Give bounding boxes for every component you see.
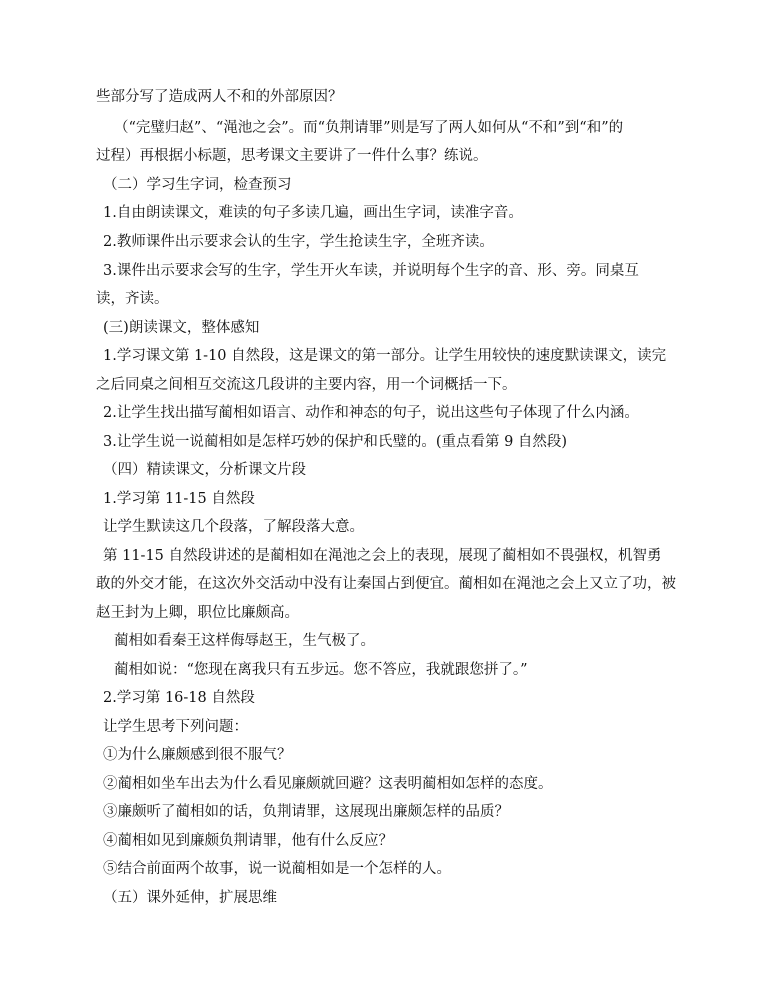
section-heading-5: （五）课外延伸，扩展思维 (103, 890, 277, 906)
question-1: ①为什么廉颇感到很不服气？ (103, 747, 292, 763)
text-line-17: 第 11-15 自然段讲述的是蔺相如在渑池之会上的表现，展现了蔺相如不畏强权，机智勇 (103, 548, 662, 564)
text-line-16: 让学生默读这几个段落，了解段落大意。 (103, 519, 364, 535)
text-line-15: 1.学习第 11-15 自然段 (103, 491, 255, 507)
question-5: ⑤结合前面两个故事，说一说蔺相如是一个怎样的人。 (103, 861, 451, 877)
text-line-8: 读，齐读。 (96, 291, 169, 307)
text-line-7: 3.课件出示要求会写的生字，学生开火车读，并说明每个生字的音、形、旁。同桌互 (103, 263, 639, 279)
text-line-19: 赵王封为上卿，职位比廉颇高。 (96, 605, 299, 621)
text-line-18: 敢的外交才能，在这次外交活动中没有让秦国占到便宜。蔺相如在渑池之会上又立了功，被 (96, 576, 676, 592)
text-line-20: 蔺相如看秦王这样侮辱赵王，生气极了。 (114, 633, 375, 649)
question-3: ③廉颇听了蔺相如的话，负荆请罪，这展现出廉颇怎样的品质？ (103, 804, 509, 820)
section-heading-3: (三)朗读课文，整体感知 (103, 320, 260, 336)
text-line-6: 2.教师课件出示要求会认的生字，学生抢读生字，全班齐读。 (103, 234, 494, 250)
text-line-13: 3.让学生说一说蔺相如是怎样巧妙的保护和氏璧的。(重点看第 9 自然段) (103, 434, 568, 450)
text-line-12: 2.让学生找出描写蔺相如语言、动作和神态的句子，说出这些句子体现了什么内涵。 (103, 405, 639, 421)
text-line-2: （“完璧归赵”、“渑池之会”。而“负荆请罪”则是写了两人如何从“不和”到“和”的 (114, 120, 624, 136)
text-line-22: 2.学习第 16-18 自然段 (103, 690, 255, 706)
section-heading-4: （四）精读课文，分析课文片段 (103, 462, 306, 478)
text-line-3: 过程）再根据小标题，思考课文主要讲了一件什么事？练说。 (96, 148, 488, 164)
section-heading-2: （二）学习生字词，检查预习 (103, 177, 292, 193)
text-line-11: 之后同桌之间相互交流这几段讲的主要内容，用一个词概括一下。 (96, 377, 517, 393)
text-line-10: 1.学习课文第 1-10 自然段，这是课文的第一部分。让学生用较快的速度默读课文，读完 (103, 348, 667, 364)
question-4: ④蔺相如见到廉颇负荆请罪，他有什么反应？ (103, 833, 393, 849)
text-line-1: 些部分写了造成两人不和的外部原因？ (96, 89, 343, 105)
question-2: ②蔺相如坐车出去为什么看见廉颇就回避？这表明蔺相如怎样的态度。 (103, 776, 553, 792)
text-line-5: 1.自由朗读课文，难读的句子多读几遍，画出生字词，读准字音。 (103, 205, 523, 221)
text-line-21: 蔺相如说：“您现在离我只有五步远。您不答应，我就跟您拼了。” (114, 662, 528, 678)
text-line-23: 让学生思考下列问题： (103, 719, 248, 735)
